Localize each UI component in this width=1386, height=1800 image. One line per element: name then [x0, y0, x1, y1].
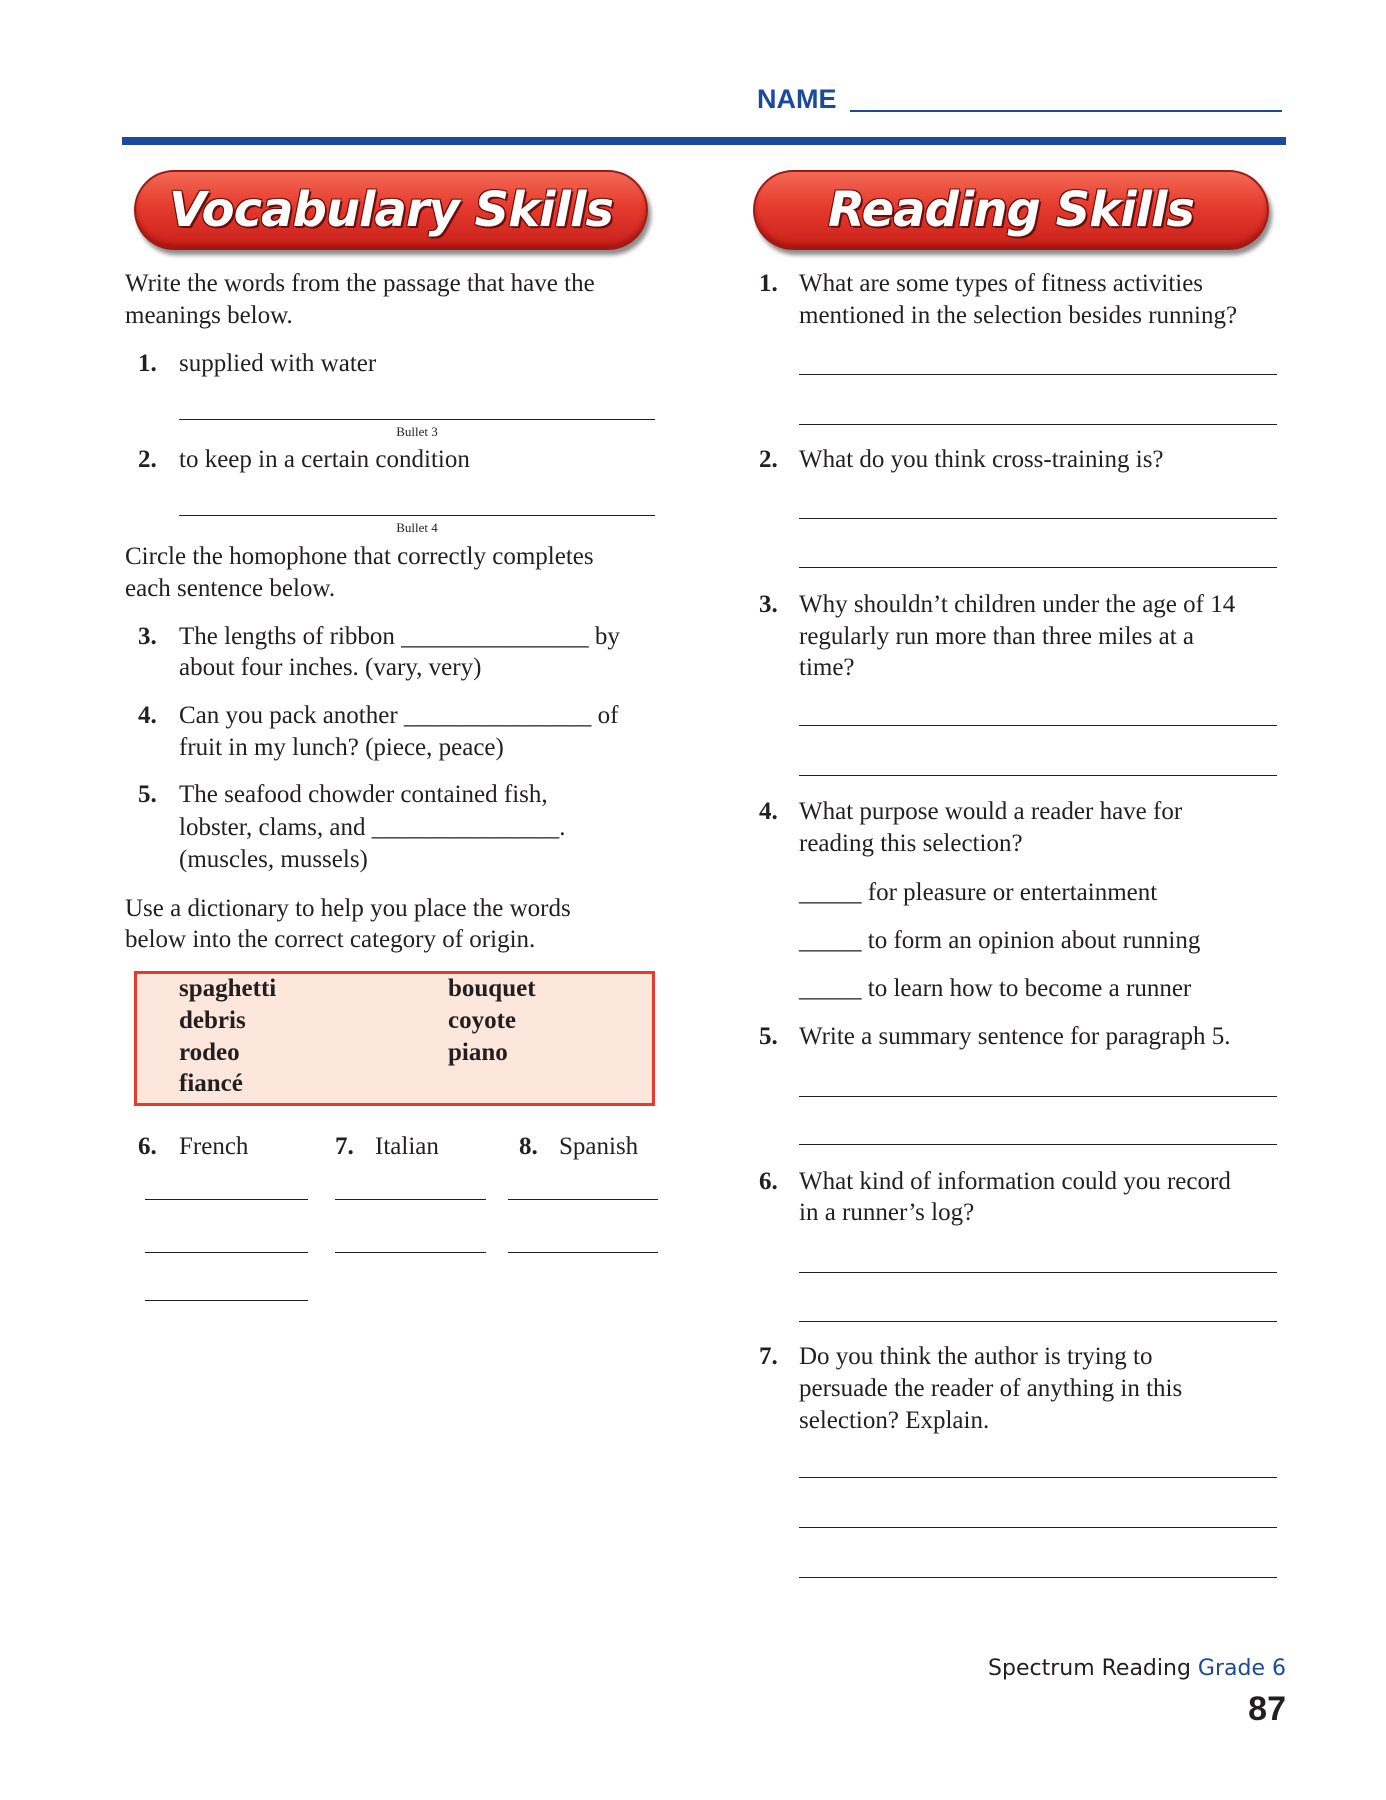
word: rodeo [179, 1039, 240, 1066]
item-number: 7. [335, 1133, 354, 1160]
answer-line[interactable] [799, 374, 1277, 375]
vocabulary-title: Vocabulary Skills [169, 182, 613, 238]
bullet-note: Bullet 4 [396, 520, 438, 535]
answer-line[interactable] [179, 419, 655, 420]
question-number: 3. [759, 591, 778, 618]
answer-line[interactable] [799, 1477, 1277, 1478]
dictionary-intro: below into the correct category of origin. [125, 926, 536, 953]
category-italian: Italian [375, 1133, 439, 1160]
answer-line[interactable] [145, 1199, 308, 1200]
question-text: What are some types of fitness activities [799, 270, 1204, 297]
answer-line[interactable] [799, 1527, 1277, 1528]
page-number: 87 [1248, 1690, 1286, 1728]
item-number: 6. [138, 1133, 157, 1160]
question-text: in a runner’s log? [799, 1199, 975, 1226]
reading-title: Reading Skills [828, 182, 1194, 238]
question-text: What purpose would a reader have for [799, 798, 1183, 825]
vocab-item-text: to keep in a certain condition [179, 446, 470, 473]
homophone-sentence: The seafood chowder contained fish, [179, 781, 548, 808]
homophone-sentence: lobster, clams, and _______________. [179, 814, 566, 841]
item-number: 2. [138, 446, 157, 473]
answer-line[interactable] [508, 1199, 658, 1200]
question-text: What do you think cross-training is? [799, 446, 1164, 473]
grade-label: Grade 6 [1197, 1656, 1286, 1681]
answer-line[interactable] [145, 1252, 308, 1253]
question-text: persuade the reader of anything in this [799, 1375, 1183, 1402]
question-text: What kind of information could you record [799, 1168, 1231, 1195]
homophone-sentence: Can you pack another _______________ of [179, 702, 619, 729]
category-spanish: Spanish [559, 1133, 639, 1160]
question-text: reading this selection? [799, 830, 1023, 857]
answer-line[interactable] [145, 1300, 308, 1301]
item-number: 1. [138, 350, 157, 377]
category-french: French [179, 1133, 249, 1160]
answer-line[interactable] [508, 1252, 658, 1253]
answer-line[interactable] [799, 518, 1277, 519]
homophone-intro: Circle the homophone that correctly completes [125, 543, 594, 570]
homophone-intro: each sentence below. [125, 575, 336, 602]
word: spaghetti [179, 975, 277, 1002]
footer-series [988, 1656, 1286, 1681]
answer-line[interactable] [179, 515, 655, 516]
word: debris [179, 1007, 246, 1034]
question-number: 2. [759, 446, 778, 473]
word: coyote [448, 1007, 517, 1034]
vocab-intro: meanings below. [125, 302, 293, 329]
dictionary-intro: Use a dictionary to help you place the words [125, 895, 571, 922]
question-text: selection? Explain. [799, 1407, 990, 1434]
answer-line[interactable] [799, 424, 1277, 425]
item-number: 3. [138, 623, 157, 650]
answer-line[interactable] [335, 1252, 486, 1253]
question-number: 1. [759, 270, 778, 297]
answer-line[interactable] [799, 1272, 1277, 1273]
item-number: 8. [519, 1133, 538, 1160]
answer-line[interactable] [799, 1144, 1277, 1145]
reading-skills-banner [753, 170, 1269, 250]
question-text: Do you think the author is trying to [799, 1343, 1153, 1370]
question-text: mentioned in the selection besides running? [799, 302, 1238, 329]
answer-line[interactable] [799, 1577, 1277, 1578]
question-text: regularly run more than three miles at a [799, 623, 1194, 650]
vocabulary-skills-banner [134, 170, 648, 250]
header-rule [122, 137, 1286, 145]
homophone-sentence: about four inches. (vary, very) [179, 654, 482, 681]
name-label: NAME [757, 84, 837, 114]
question-number: 4. [759, 798, 778, 825]
question-number: 6. [759, 1168, 778, 1195]
homophone-sentence: (muscles, mussels) [179, 846, 368, 873]
name-input-line[interactable] [850, 110, 1282, 112]
vocab-item-text: supplied with water [179, 350, 377, 377]
answer-line[interactable] [799, 775, 1277, 776]
purpose-option[interactable]: _____ to form an opinion about running [799, 927, 1201, 954]
vocab-intro: Write the words from the passage that have the [125, 270, 595, 297]
purpose-option[interactable]: _____ for pleasure or entertainment [799, 879, 1158, 906]
answer-line[interactable] [799, 1321, 1277, 1322]
question-text: Write a summary sentence for paragraph 5. [799, 1023, 1231, 1050]
answer-line[interactable] [799, 1096, 1277, 1097]
bullet-note: Bullet 3 [396, 424, 438, 439]
answer-line[interactable] [799, 725, 1277, 726]
answer-line[interactable] [799, 567, 1277, 568]
word: bouquet [448, 975, 536, 1002]
answer-line[interactable] [335, 1199, 486, 1200]
series-name: Spectrum Reading [988, 1656, 1191, 1681]
question-text: Why shouldn’t children under the age of 14 [799, 591, 1236, 618]
question-text: time? [799, 654, 855, 681]
word: fiancé [179, 1070, 243, 1097]
purpose-option[interactable]: _____ to learn how to become a runner [799, 975, 1192, 1002]
homophone-sentence: The lengths of ribbon _______________ by [179, 623, 620, 650]
word: piano [448, 1039, 508, 1066]
item-number: 4. [138, 702, 157, 729]
item-number: 5. [138, 781, 157, 808]
question-number: 7. [759, 1343, 778, 1370]
question-number: 5. [759, 1023, 778, 1050]
homophone-sentence: fruit in my lunch? (piece, peace) [179, 734, 504, 761]
